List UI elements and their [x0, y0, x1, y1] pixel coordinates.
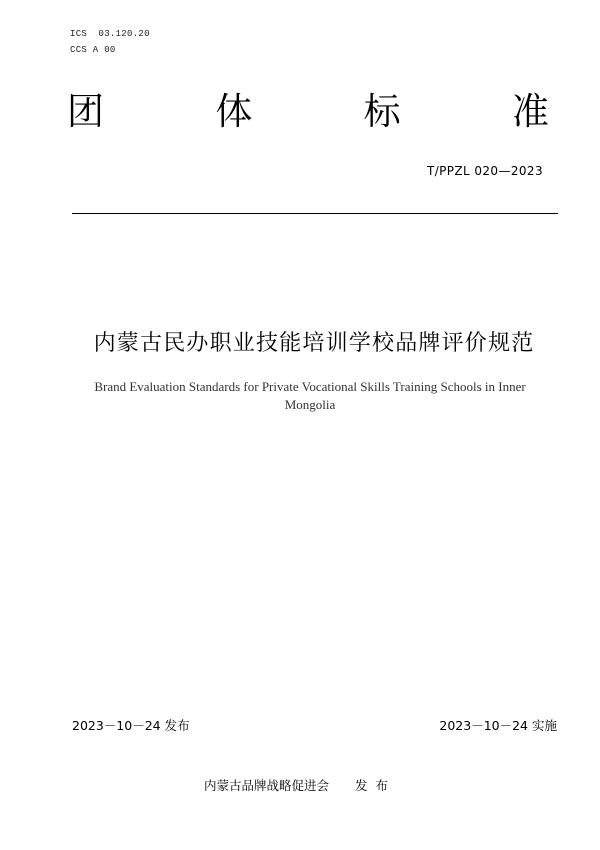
english-title	[60, 378, 560, 414]
header-divider	[72, 213, 558, 214]
english-title-line2: Mongolia	[284, 397, 336, 412]
ics-code: ICS 03.120.20	[70, 29, 150, 39]
publisher-action: 发布	[355, 778, 397, 793]
document-type-char: 体	[215, 90, 253, 133]
document-type-heading	[67, 88, 549, 136]
classification-codes	[70, 26, 150, 58]
publisher-line	[204, 776, 396, 794]
english-title-line1: Brand Evaluation Standards for Private Vocational Skills Training Schools in Inner	[94, 379, 526, 394]
document-type-char: 标	[363, 90, 401, 133]
document-type-char: 准	[511, 90, 549, 133]
standard-number: T/PPZL 020—2023	[426, 164, 543, 178]
ccs-code: CCS A 00	[70, 45, 116, 55]
document-type-char: 团	[67, 90, 104, 133]
publisher-name: 内蒙古品牌战略促进会	[204, 778, 330, 793]
chinese-title: 内蒙古民办职业技能培训学校品牌评价规范	[93, 331, 535, 356]
implement-date: 2023－10－24 实施	[439, 718, 557, 733]
publish-date: 2023－10－24 发布	[72, 718, 190, 733]
